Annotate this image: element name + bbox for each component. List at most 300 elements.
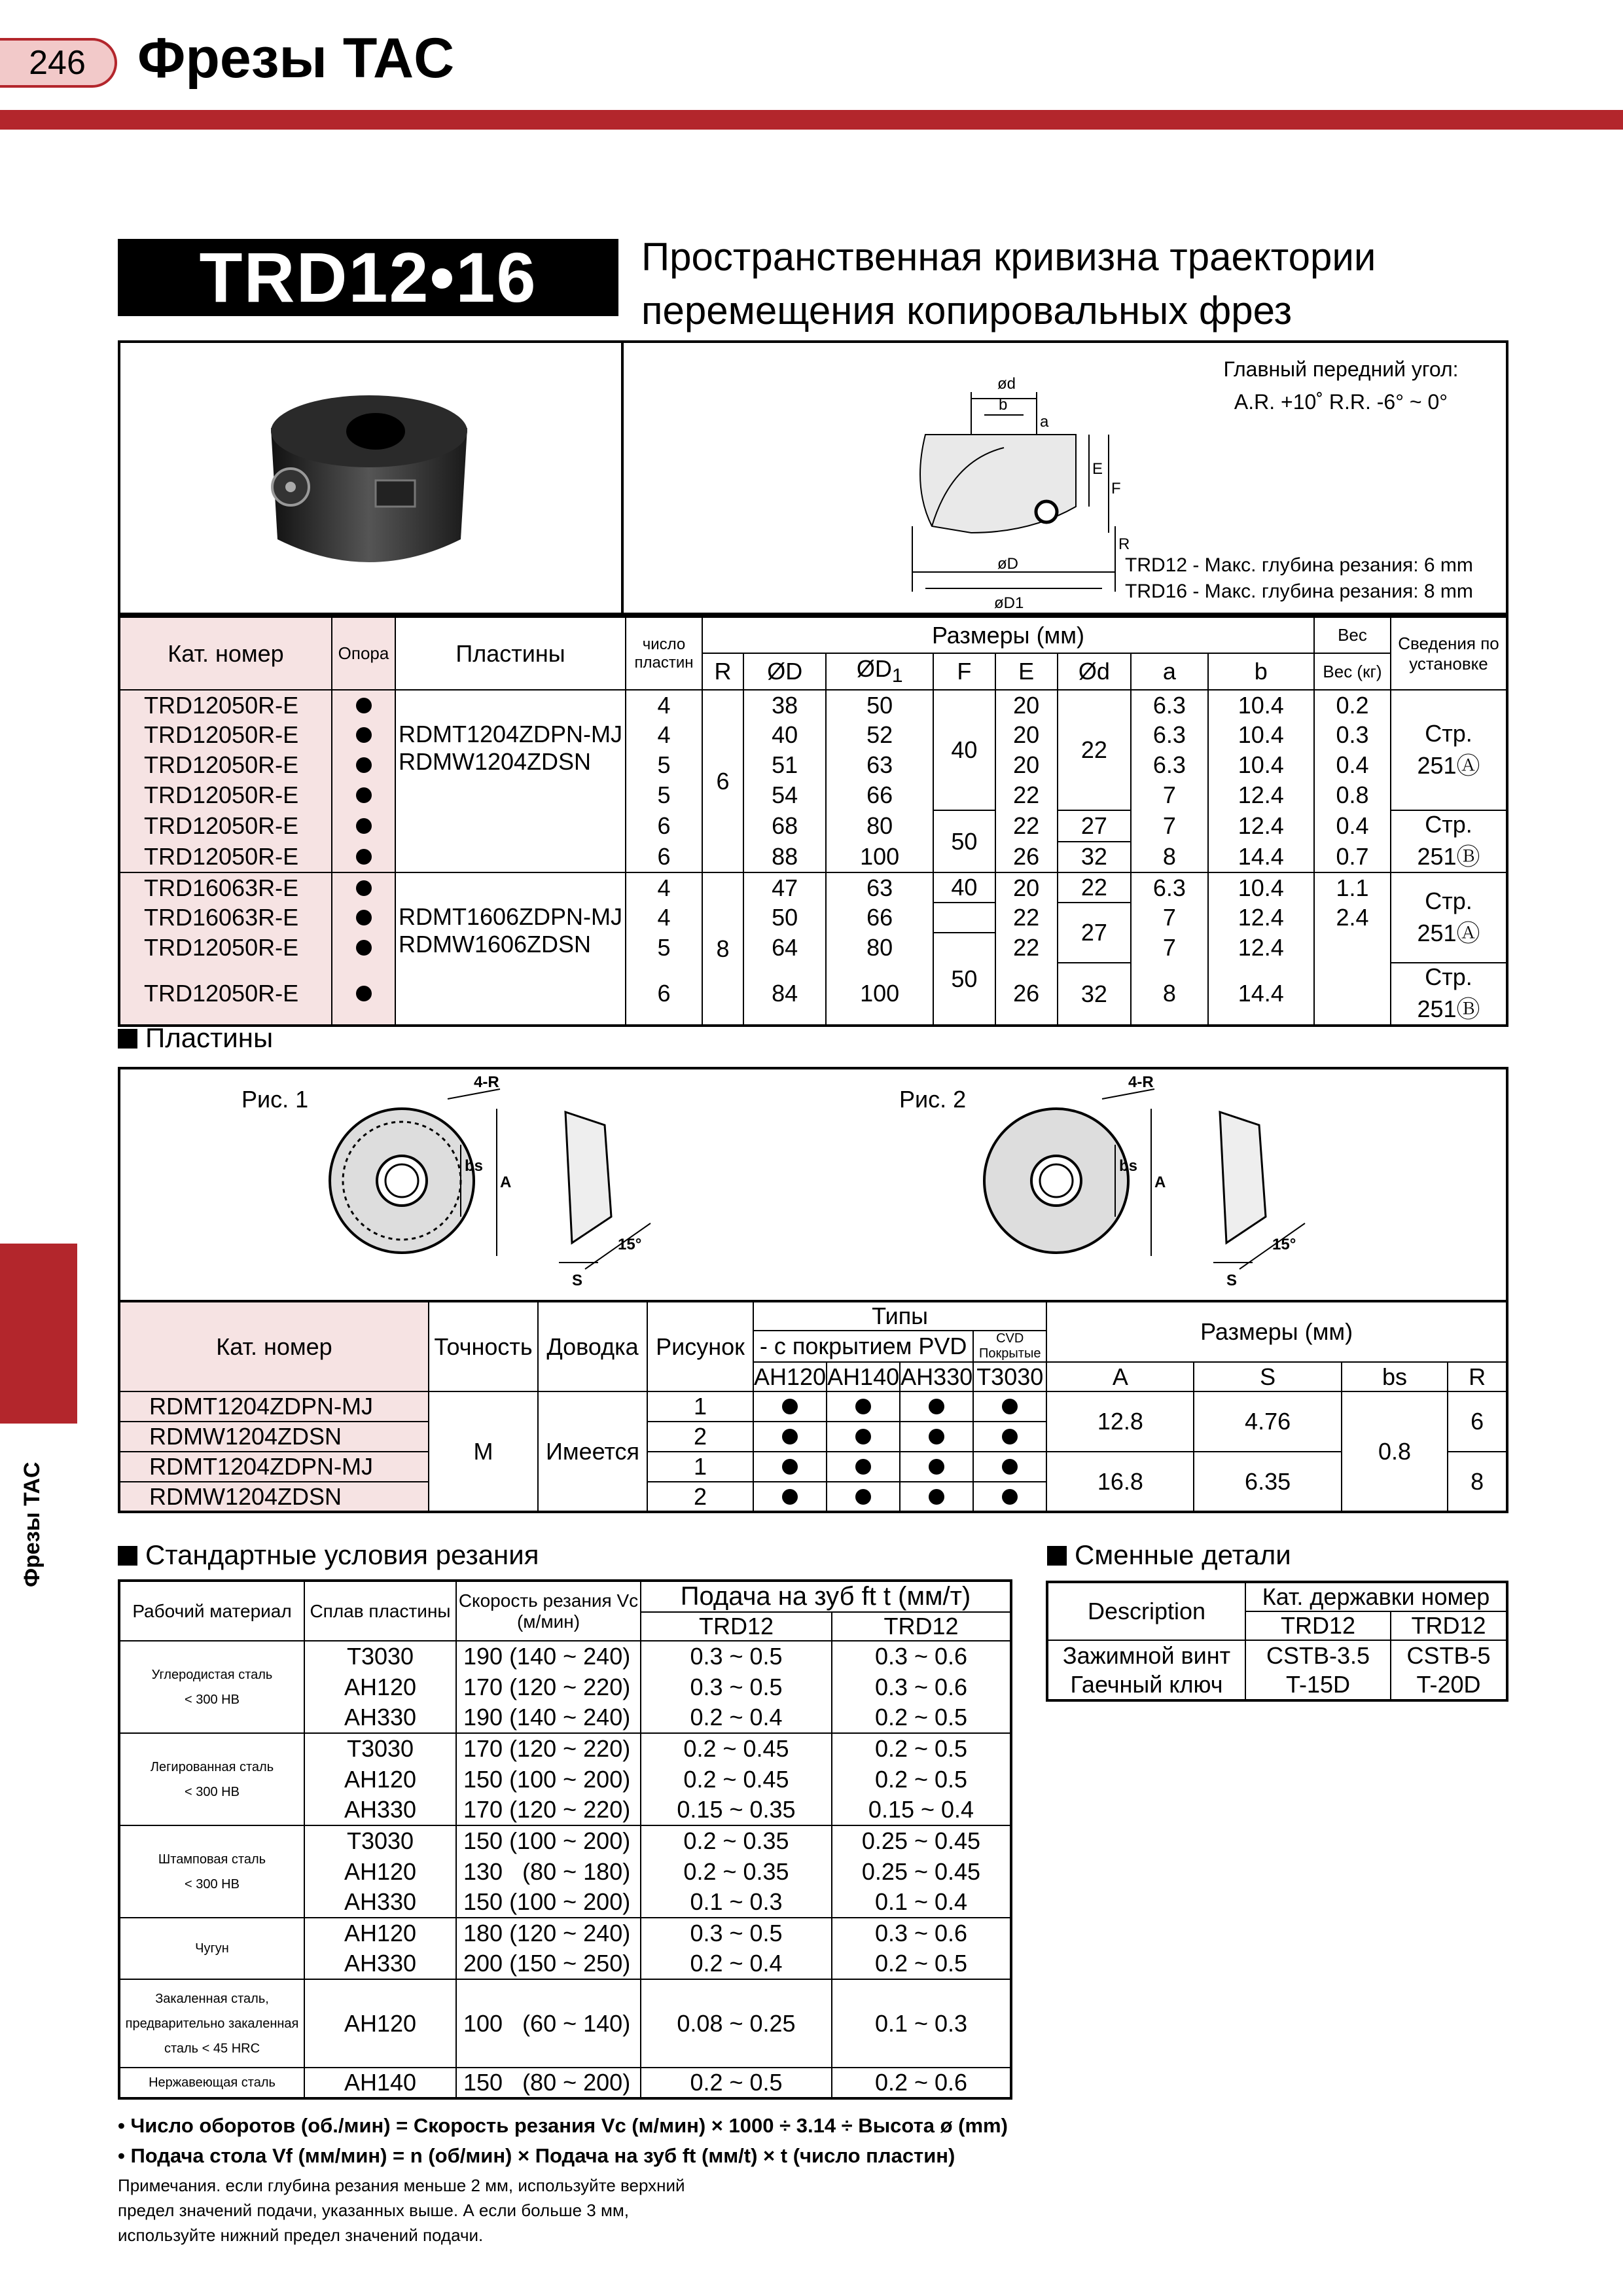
fig-cell: 1 — [647, 1452, 753, 1482]
dot-icon — [356, 880, 372, 896]
material-name: Легированная сталь — [150, 1759, 274, 1774]
feed-trd12-a: 0.15 ~ 0.35 — [641, 1795, 832, 1825]
label-a: a — [1040, 413, 1049, 431]
ins-dim-col: S — [1194, 1362, 1341, 1391]
spare-col-cat: Кат. державки номер — [1245, 1582, 1507, 1611]
dot-icon — [1002, 1489, 1018, 1505]
weight-cell: 0.8 — [1314, 780, 1391, 810]
label-b: b — [999, 396, 1008, 414]
dot-icon — [356, 698, 372, 713]
d-cell: 22 — [1058, 690, 1132, 810]
d-outer-cell: 54 — [743, 780, 826, 810]
headline-line-1: Пространственная кривизна траектории — [641, 235, 1376, 279]
e-cell: 22 — [995, 780, 1058, 810]
dot-icon — [782, 1489, 798, 1505]
cutter-photo — [245, 369, 493, 592]
feed-trd12-b: 0.2 ~ 0.5 — [832, 1948, 1011, 1979]
f-cell: 50 — [933, 933, 995, 1026]
grade-cell: AH330 — [304, 1948, 456, 1979]
d1-cell: 50 — [826, 690, 933, 720]
col-D1-sub: 1 — [891, 665, 903, 687]
grade-cell: T3030 — [304, 1825, 456, 1856]
weight-cell: 0.4 — [1314, 810, 1391, 842]
feed-trd12-b: 0.2 ~ 0.5 — [832, 1764, 1011, 1795]
dot-icon — [782, 1459, 798, 1475]
support-cell — [332, 690, 395, 720]
weight-cell: 0.2 — [1314, 690, 1391, 720]
d-cell: 27 — [1058, 810, 1132, 842]
speed-cell: 150 (100 ~ 200) — [456, 1825, 641, 1856]
fig1-bs: bs — [465, 1157, 484, 1175]
table-row — [119, 810, 1507, 842]
support-cell — [332, 842, 395, 873]
fig-cell: 2 — [647, 1422, 753, 1452]
col-dims: Размеры (мм) — [702, 617, 1314, 653]
col-support: Опора — [332, 617, 395, 690]
material-name: Нержавеющая сталь — [149, 2075, 276, 2090]
material-cell — [119, 1825, 304, 1918]
fig1-15: 15° — [618, 1236, 642, 1253]
spare-title — [1047, 1539, 1291, 1571]
ins-col-types: Типы — [753, 1301, 1046, 1331]
f-cell: 50 — [933, 810, 995, 872]
table-row — [119, 720, 1507, 750]
d-outer-cell: 88 — [743, 842, 826, 873]
label-r: R — [1118, 535, 1130, 553]
count-cell: 4 — [626, 720, 702, 750]
dot-icon — [1002, 1429, 1018, 1444]
rake-values: A.R. +10˚ R.R. -6° ~ 0° — [1234, 390, 1448, 414]
material-cell — [119, 1918, 304, 1979]
grade-cell — [827, 1422, 900, 1452]
depth-trd12: TRD12 - Макс. глубина резания: 6 mm — [1125, 554, 1473, 576]
dot-icon — [356, 757, 372, 773]
speed-cell: 150 (100 ~ 200) — [456, 1764, 641, 1795]
table-row — [119, 933, 1507, 963]
material-name: Закаленная сталь, предварительно закаленная сталь < 45 HRC — [125, 1991, 299, 2056]
spare-desc: Гаечный ключ — [1047, 1670, 1245, 1700]
feed-trd12-a: 0.2 ~ 0.5 — [641, 2068, 832, 2098]
e-cell: 26 — [995, 963, 1058, 1026]
cut-col-grade: Сплав пластины — [304, 1581, 456, 1641]
dot-icon — [929, 1489, 944, 1505]
speed-cell: 130 (80 ~ 180) — [456, 1856, 641, 1887]
label-d: ød — [997, 375, 1016, 393]
grade-cell — [900, 1482, 973, 1512]
fig2-label: Рис. 2 — [899, 1086, 967, 1113]
f-cell: 40 — [933, 872, 995, 903]
material-cell — [119, 2068, 304, 2098]
ins-col-precision: Точность — [429, 1301, 538, 1391]
grade-cell: AH330 — [304, 1702, 456, 1733]
cut-col-speed: Скорость резания Vc (м/мин) — [456, 1581, 641, 1641]
col-b: b — [1208, 653, 1314, 690]
material-cell — [119, 1979, 304, 2068]
table-row — [119, 1733, 1011, 1764]
speed-cell: 180 (120 ~ 240) — [456, 1918, 641, 1948]
d1-cell: 66 — [826, 903, 933, 933]
grade-cell: AH140 — [304, 2068, 456, 2098]
inserts-title — [118, 1022, 273, 1054]
col-R: R — [702, 653, 743, 690]
fig1-label: Рис. 1 — [241, 1086, 309, 1113]
count-cell: 4 — [626, 690, 702, 720]
count-cell: 6 — [626, 963, 702, 1026]
col-D1 — [826, 653, 933, 690]
feed-trd12-a: 0.3 ~ 0.5 — [641, 1672, 832, 1702]
ins-dim-col: R — [1448, 1362, 1507, 1391]
dot-icon — [855, 1399, 871, 1414]
speed-cell: 170 (120 ~ 220) — [456, 1795, 641, 1825]
ins-dim-col: A — [1046, 1362, 1194, 1391]
insert-name: RDMW1606ZDSN — [399, 931, 592, 958]
feed-trd12-b: 0.15 ~ 0.4 — [832, 1795, 1011, 1825]
finish-cell: Имеется — [538, 1391, 647, 1512]
material-cell — [119, 1641, 304, 1733]
support-cell — [332, 872, 395, 903]
table-row — [119, 1641, 1011, 1672]
grade-cell: AH120 — [304, 1979, 456, 2068]
label-D: øD — [997, 555, 1018, 573]
grade-col: AH120 — [753, 1362, 827, 1391]
grade-cell — [827, 1482, 900, 1512]
fig2-A: A — [1154, 1174, 1166, 1191]
a-cell: 16.8 — [1046, 1452, 1194, 1512]
feed-trd12-a: 0.1 ~ 0.3 — [641, 1887, 832, 1918]
cut-col-trd12-a: TRD12 — [641, 1612, 832, 1641]
dot-icon — [855, 1429, 871, 1444]
d-cell: 32 — [1058, 963, 1132, 1026]
b-cell: 12.4 — [1208, 780, 1314, 810]
cut-col-feed: Подача на зуб ft t (мм/т) — [641, 1581, 1011, 1612]
fig2-bs: bs — [1119, 1157, 1138, 1175]
ins-col-dims: Размеры (мм) — [1046, 1301, 1507, 1362]
feed-trd12-b: 0.1 ~ 0.4 — [832, 1887, 1011, 1918]
table-row — [119, 1452, 1507, 1482]
product-figure-box — [118, 340, 1508, 615]
d-outer-cell: 84 — [743, 963, 826, 1026]
precision-cell: M — [429, 1391, 538, 1512]
e-cell: 26 — [995, 842, 1058, 873]
grade-col: T3030 — [973, 1362, 1046, 1391]
fig2-4r: 4-R — [1128, 1073, 1154, 1091]
header-bar — [0, 110, 1623, 130]
spare-desc: Зажимной винт — [1047, 1640, 1245, 1670]
col-inserts: Пластины — [395, 617, 626, 690]
s-cell: 4.76 — [1194, 1391, 1341, 1452]
feed-trd12-a: 0.2 ~ 0.4 — [641, 1702, 832, 1733]
spare-b: T-20D — [1391, 1670, 1507, 1700]
cutting-title-text: Стандартные условия резания — [145, 1539, 539, 1570]
ins-dim-col: bs — [1342, 1362, 1448, 1391]
cat-number: TRD12050R-E — [119, 842, 332, 873]
a-cell: 7 — [1131, 903, 1207, 933]
a-cell: 12.8 — [1046, 1391, 1194, 1452]
cat-number: TRD16063R-E — [119, 903, 332, 933]
ins-cat: RDMW1204ZDSN — [119, 1422, 429, 1452]
dot-icon — [1002, 1459, 1018, 1475]
ins-cat: RDMT1204ZDPN-MJ — [119, 1452, 429, 1482]
col-F: F — [933, 653, 995, 690]
grade-cell — [753, 1422, 827, 1452]
label-e: E — [1092, 460, 1103, 478]
e-cell: 20 — [995, 720, 1058, 750]
spare-table — [1046, 1581, 1508, 1702]
a-cell: 7 — [1131, 933, 1207, 963]
speed-cell: 150 (80 ~ 200) — [456, 2068, 641, 2098]
speed-cell: 150 (100 ~ 200) — [456, 1887, 641, 1918]
note-line-3: используйте нижний предел значений подачи. — [118, 2225, 484, 2245]
feed-trd12-b: 0.3 ~ 0.6 — [832, 1918, 1011, 1948]
cat-number: TRD12050R-E — [119, 933, 332, 963]
page-number: 246 — [0, 38, 117, 88]
formula-feed: • Подача стола Vf (мм/мин) = n (об/мин) × Подача на зуб ft (мм/t) × t (число пластин) — [118, 2144, 955, 2167]
support-cell — [332, 933, 395, 963]
grade-cell: AH330 — [304, 1887, 456, 1918]
info-cell: Стр. 251Ⓐ — [1391, 872, 1507, 963]
cutting-title — [118, 1539, 539, 1571]
d1-cell: 100 — [826, 842, 933, 873]
material-name: Штамповая сталь — [158, 1852, 266, 1867]
fig-cell: 1 — [647, 1391, 753, 1422]
table-row — [119, 842, 1507, 873]
grade-cell — [900, 1452, 973, 1482]
r-cell: 6 — [1448, 1391, 1507, 1452]
label-D1: øD1 — [994, 594, 1024, 611]
d1-cell: 63 — [826, 872, 933, 903]
cut-col-trd12-b: TRD12 — [832, 1612, 1011, 1641]
r-cell: 6 — [702, 690, 743, 872]
table-row — [119, 1825, 1011, 1856]
weight-cell: 1.1 — [1314, 872, 1391, 903]
b-cell: 10.4 — [1208, 720, 1314, 750]
table-row — [119, 903, 1507, 933]
table-row — [1047, 1670, 1507, 1700]
label-f: F — [1111, 480, 1121, 497]
table-row — [119, 690, 1507, 720]
count-cell: 5 — [626, 780, 702, 810]
dot-icon — [929, 1459, 944, 1475]
spare-title-text: Сменные детали — [1075, 1539, 1291, 1570]
dot-icon — [356, 727, 372, 743]
material-name: Углеродистая сталь — [151, 1667, 273, 1682]
grade-cell: AH120 — [304, 1918, 456, 1948]
b-cell: 10.4 — [1208, 690, 1314, 720]
spare-col-desc: Description — [1047, 1582, 1245, 1640]
dot-icon — [356, 787, 372, 803]
d1-cell: 80 — [826, 810, 933, 842]
feed-trd12-b: 0.3 ~ 0.6 — [832, 1641, 1011, 1672]
weight-cell — [1314, 933, 1391, 963]
feed-trd12-a: 0.2 ~ 0.45 — [641, 1733, 832, 1764]
table-row — [119, 750, 1507, 780]
count-cell: 4 — [626, 903, 702, 933]
f-cell: 40 — [933, 690, 995, 810]
feed-trd12-a: 0.2 ~ 0.35 — [641, 1825, 832, 1856]
grade-col: AH330 — [900, 1362, 973, 1391]
section-square-icon — [118, 1546, 137, 1566]
feed-trd12-a: 0.2 ~ 0.4 — [641, 1948, 832, 1979]
grade-cell — [753, 1482, 827, 1512]
speed-cell: 100 (60 ~ 140) — [456, 1979, 641, 2068]
inserts-cell — [395, 690, 626, 872]
grade-cell: AH330 — [304, 1795, 456, 1825]
col-info: Сведения по установке — [1391, 617, 1507, 690]
feed-trd12-a: 0.08 ~ 0.25 — [641, 1979, 832, 2068]
s-cell: 6.35 — [1194, 1452, 1341, 1512]
cat-number: TRD12050R-E — [119, 810, 332, 842]
table-row — [119, 1979, 1011, 2068]
dot-icon — [356, 986, 372, 1001]
grade-cell — [827, 1452, 900, 1482]
grade-cell — [973, 1391, 1046, 1422]
note-line-1: Примечания. если глубина резания меньше 2 мм, используйте верхний — [118, 2176, 685, 2195]
col-d: Ød — [1058, 653, 1132, 690]
d-outer-cell: 50 — [743, 903, 826, 933]
feed-trd12-b: 0.2 ~ 0.6 — [832, 2068, 1011, 2098]
notes — [118, 2173, 685, 2248]
speed-cell: 190 (140 ~ 240) — [456, 1641, 641, 1672]
d-outer-cell: 47 — [743, 872, 826, 903]
model-title: TRD12•16 — [118, 239, 618, 316]
d1-cell: 52 — [826, 720, 933, 750]
fig2-15: 15° — [1272, 1236, 1296, 1253]
speed-cell: 190 (140 ~ 240) — [456, 1702, 641, 1733]
support-cell — [332, 810, 395, 842]
support-cell — [332, 903, 395, 933]
r-cell: 8 — [1448, 1452, 1507, 1512]
insert-fig2-drawing — [965, 1073, 1370, 1302]
table-row — [119, 1918, 1011, 1948]
d-cell: 32 — [1058, 842, 1132, 873]
formula-rpm: • Число оборотов (об./мин) = Скорость резания Vc (м/мин) × 1000 ÷ 3.14 ÷ Высота ø (mm) — [118, 2114, 1008, 2137]
b-cell: 14.4 — [1208, 963, 1314, 1026]
col-weight-kg: Вес (кг) — [1314, 653, 1391, 690]
dot-icon — [855, 1459, 871, 1475]
grade-cell: AH120 — [304, 1856, 456, 1887]
info-cell: Стр. 251Ⓐ — [1391, 690, 1507, 810]
a-cell: 8 — [1131, 963, 1207, 1026]
spare-col-a: TRD12 — [1245, 1611, 1391, 1640]
info-cell: Стр. 251Ⓑ — [1391, 963, 1507, 1026]
grade-cell: T3030 — [304, 1733, 456, 1764]
grade-cell — [973, 1422, 1046, 1452]
rake-angle — [1184, 353, 1498, 418]
material-cell — [119, 1733, 304, 1825]
b-cell: 12.4 — [1208, 903, 1314, 933]
count-cell: 4 — [626, 872, 702, 903]
insert-name: RDMT1204ZDPN-MJ — [399, 721, 623, 747]
dot-icon — [356, 910, 372, 925]
material-name: Чугун — [195, 1941, 229, 1956]
table-row — [119, 872, 1507, 903]
info-cell: Стр. 251Ⓑ — [1391, 810, 1507, 872]
headline-line-2: перемещения копировальных фрез — [641, 289, 1293, 332]
spare-col-b: TRD12 — [1391, 1611, 1507, 1640]
b-cell: 12.4 — [1208, 810, 1314, 842]
e-cell: 22 — [995, 933, 1058, 963]
depth-trd16: TRD16 - Макс. глубина резания: 8 mm — [1125, 581, 1473, 602]
insert-name: RDMT1606ZDPN-MJ — [399, 903, 623, 930]
b-cell: 12.4 — [1208, 933, 1314, 963]
col-D1-label: ØD — [856, 655, 892, 683]
ins-cat: RDMT1204ZDPN-MJ — [119, 1391, 429, 1422]
grade-cell — [973, 1482, 1046, 1512]
cat-number: TRD12050R-E — [119, 720, 332, 750]
e-cell: 20 — [995, 872, 1058, 903]
dot-icon — [855, 1489, 871, 1505]
main-spec-table — [118, 615, 1508, 1027]
insert-name: RDMW1204ZDSN — [399, 748, 592, 775]
e-cell: 22 — [995, 903, 1058, 933]
e-cell: 20 — [995, 690, 1058, 720]
section-square-icon — [118, 1029, 137, 1049]
ins-col-cvd: CVD Покрытые — [973, 1331, 1046, 1362]
speed-cell: 170 (120 ~ 220) — [456, 1733, 641, 1764]
cat-number: TRD12050R-E — [119, 690, 332, 720]
d-outer-cell: 68 — [743, 810, 826, 842]
d-cell: 22 — [1058, 872, 1132, 903]
grade-cell — [753, 1452, 827, 1482]
count-cell: 6 — [626, 810, 702, 842]
fig2-S: S — [1226, 1272, 1238, 1289]
grade-cell: T3030 — [304, 1641, 456, 1672]
b-cell: 10.4 — [1208, 872, 1314, 903]
spare-a: T-15D — [1245, 1670, 1391, 1700]
support-cell — [332, 963, 395, 1026]
d1-cell: 66 — [826, 780, 933, 810]
cut-col-material: Рабочий материал — [119, 1581, 304, 1641]
product-headline — [641, 230, 1376, 338]
inserts-figure-box — [118, 1067, 1508, 1302]
spare-a: CSTB-3.5 — [1245, 1640, 1391, 1670]
grade-cell — [973, 1452, 1046, 1482]
ins-col-pvd: - с покрытием PVD — [753, 1331, 973, 1362]
section-square-icon — [1047, 1546, 1067, 1566]
grade-cell — [753, 1391, 827, 1422]
grade-col: AH140 — [827, 1362, 900, 1391]
count-cell: 5 — [626, 750, 702, 780]
inserts-title-text: Пластины — [145, 1022, 274, 1053]
col-a: a — [1131, 653, 1207, 690]
spare-b: CSTB-5 — [1391, 1640, 1507, 1670]
grade-cell — [900, 1391, 973, 1422]
cat-number: TRD12050R-E — [119, 963, 332, 1026]
table-row — [1047, 1640, 1507, 1670]
fig1-S: S — [572, 1272, 583, 1289]
feed-trd12-b: 0.1 ~ 0.3 — [832, 1979, 1011, 2068]
table-row — [119, 963, 1507, 1026]
grade-cell — [900, 1422, 973, 1452]
d-cell: 27 — [1058, 903, 1132, 963]
support-cell — [332, 780, 395, 810]
table-row — [119, 2068, 1011, 2098]
feed-trd12-b: 0.25 ~ 0.45 — [832, 1825, 1011, 1856]
dot-icon — [356, 940, 372, 956]
dot-icon — [782, 1399, 798, 1414]
feed-trd12-b: 0.2 ~ 0.5 — [832, 1702, 1011, 1733]
ins-cat: RDMW1204ZDSN — [119, 1482, 429, 1512]
dot-icon — [356, 849, 372, 865]
d-outer-cell: 40 — [743, 720, 826, 750]
b-cell: 14.4 — [1208, 842, 1314, 873]
support-cell — [332, 720, 395, 750]
ins-col-fig: Рисунок — [647, 1301, 753, 1391]
max-depth — [1125, 552, 1473, 605]
d-outer-cell: 64 — [743, 933, 826, 963]
insert-fig1-drawing — [310, 1073, 716, 1302]
count-cell: 5 — [626, 933, 702, 963]
